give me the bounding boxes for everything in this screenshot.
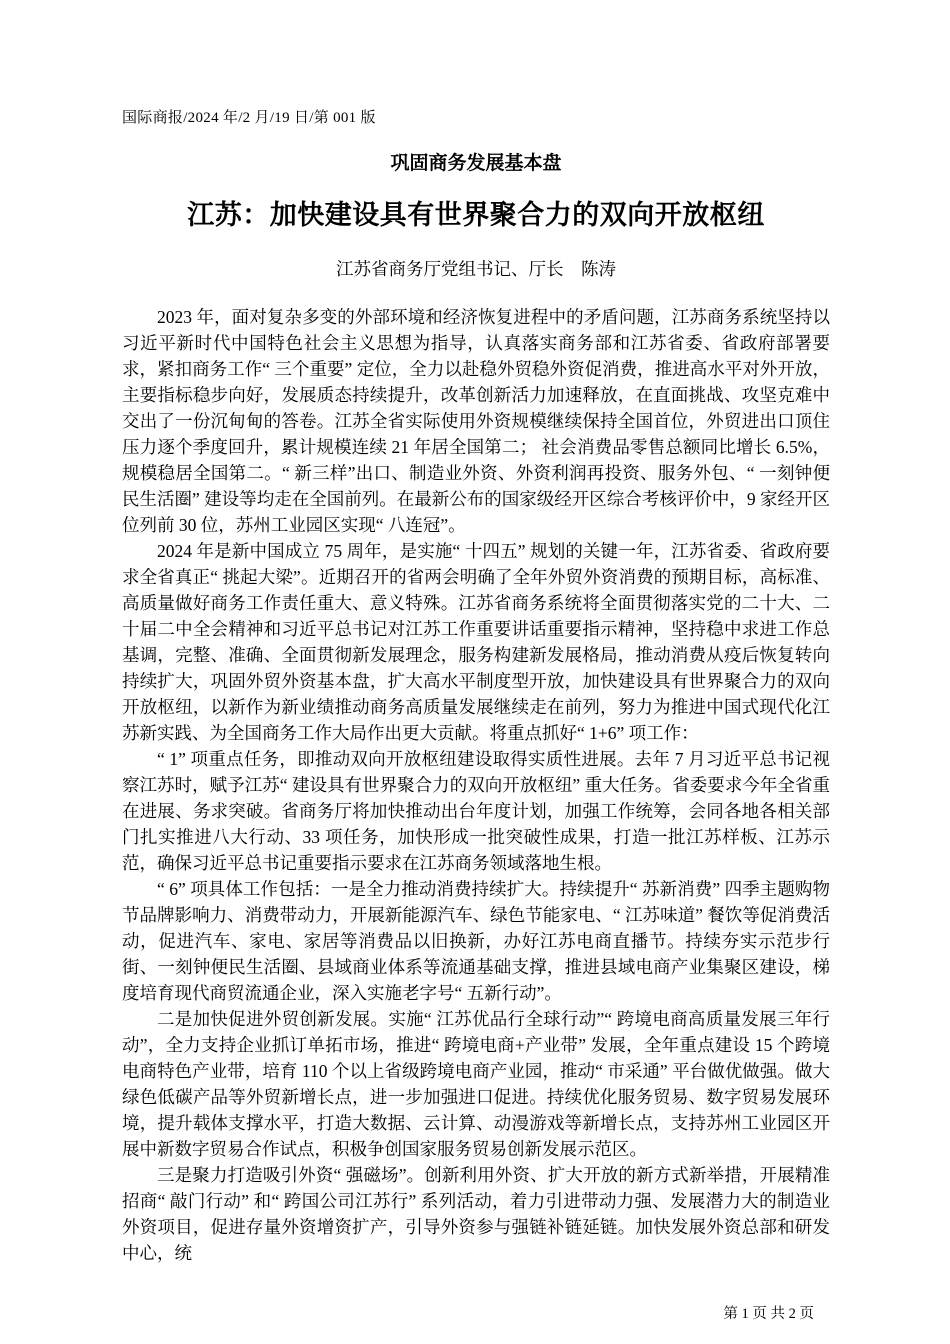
kicker-heading: 巩固商务发展基本盘	[390, 153, 562, 174]
byline: 江苏省商务厅党组书记、厅长 陈涛	[336, 259, 616, 279]
page-number: 第 1 页 共 2 页	[723, 1306, 814, 1322]
article-body	[122, 304, 830, 1266]
page-footer	[122, 1304, 830, 1324]
body-paragraph: 三是聚力打造吸引外资“ 强磁场”。创新利用外资、扩大开放的新方式新举措，开展精准招商“ 敲门行动” 和“ 跨国公司江苏行” 系列活动，着力引进带动力强、发展潜力大的制造业外资项目，促进存量外资增资扩产，引导外资参与强链补链延链。加快发展外资总部和研发中心，统	[122, 1165, 830, 1263]
body-paragraph: “ 6” 项具体工作包括：一是全力推动消费持续扩大。持续提升“ 苏新消费” 四季主题购物节品牌影响力、消费带动力，开展新能源汽车、绿色节能家电、“ 江苏味道” 餐饮等促消费活动，促进汽车、家电、家居等消费品以旧换新，办好江苏电商直播节。持续夯实示范步行街、一刻钟便民生活圈、县域商业体系等流通基础支撑，推进县域电商产业集聚区建设，梯度培育现代商贸流通企业，深入实施老字号“ 五新行动”。	[122, 879, 830, 1003]
body-paragraph: 2023 年，面对复杂多变的外部环境和经济恢复进程中的矛盾问题，江苏商务系统坚持以习近平新时代中国特色社会主义思想为指导，认真落实商务部和江苏省委、省政府部署要求，紧扣商务工作“ 三个重要” 定位，全力以赴稳外贸稳外资促消费，推进高水平对外开放，主要指标稳步向好，发展质态持续提升，改革创新活力加速释放，在直面挑战、攻坚克难中交出了一份沉甸甸的答卷。江苏全省实际使用外资规模继续保持全国首位，外贸进出口顶住压力逐个季度回升，累计规模连续 21 年居全国第二； 社会消费品零售总额同比增长 6.5%， 规模稳居全国第二。“ 新三样”出口、制造业外资、外资利润再投资、服务外包、“ 一刻钟便民生活圈” 建设等均走在全国前列。在最新公布的国家级经开区综合考核评价中，9 家经开区位列前 30 位，苏州工业园区实现“ 八连冠”。	[122, 307, 830, 535]
masthead-line: 国际商报/2024 年/2 月/19 日/第 001 版	[122, 110, 376, 126]
body-paragraph: “ 1” 项重点任务，即推动双向开放枢纽建设取得实质性进展。去年 7 月习近平总书记视察江苏时，赋予江苏“ 建设具有世界聚合力的双向开放枢纽” 重大任务。省委要求今年全省重在进展、务求突破。省商务厅将加快推动出台年度计划，加强工作统筹，会同各地各相关部门扎实推进八大行动、33 项任务，加快形成一批突破性成果，打造一批江苏样板、江苏示范，确保习近平总书记重要指示要求在江苏商务领域落地生根。	[122, 749, 830, 873]
article-title: 江苏：加快建设具有世界聚合力的双向开放枢纽	[187, 200, 765, 230]
body-paragraph: 2024 年是新中国成立 75 周年，是实施“ 十四五” 规划的关键一年，江苏省委、省政府要求全省真正“ 挑起大梁”。近期召开的省两会明确了全年外贸外资消费的预期目标，高标准、高质量做好商务工作责任重大、意义特殊。江苏省商务系统将全面贯彻落实党的二十大、二十届二中全会精神和习近平总书记对江苏工作重要讲话重要指示精神，坚持稳中求进工作总基调，完整、准确、全面贯彻新发展理念，服务构建新发展格局，推动消费从疫后恢复转向持续扩大，巩固外贸外资基本盘，扩大高水平制度型开放，加快建设具有世界聚合力的双向开放枢纽，以新作为新业绩推动商务高质量发展继续走在前列，努力为推进中国式现代化江苏新实践、为全国商务工作大局作出更大贡献。将重点抓好“ 1+6” 项工作：	[122, 541, 830, 743]
body-paragraph: 二是加快促进外贸创新发展。实施“ 江苏优品行全球行动”“ 跨境电商高质量发展三年行动”，全力支持企业抓订单拓市场，推进“ 跨境电商+产业带” 发展，全年重点建设 15 个跨境电商特色产业带，培育 110 个以上省级跨境电商产业园，推动“ 市采通” 平台做优做强。做大绿色低碳产品等外贸新增长点，进一步加强进口促进。持续优化服务贸易、数字贸易发展环境，提升载体支撑水平，打造大数据、云计算、动漫游戏等新增长点，支持苏州工业园区开展中新数字贸易合作试点，积极争创国家服务贸易创新发展示范区。	[122, 1009, 830, 1159]
